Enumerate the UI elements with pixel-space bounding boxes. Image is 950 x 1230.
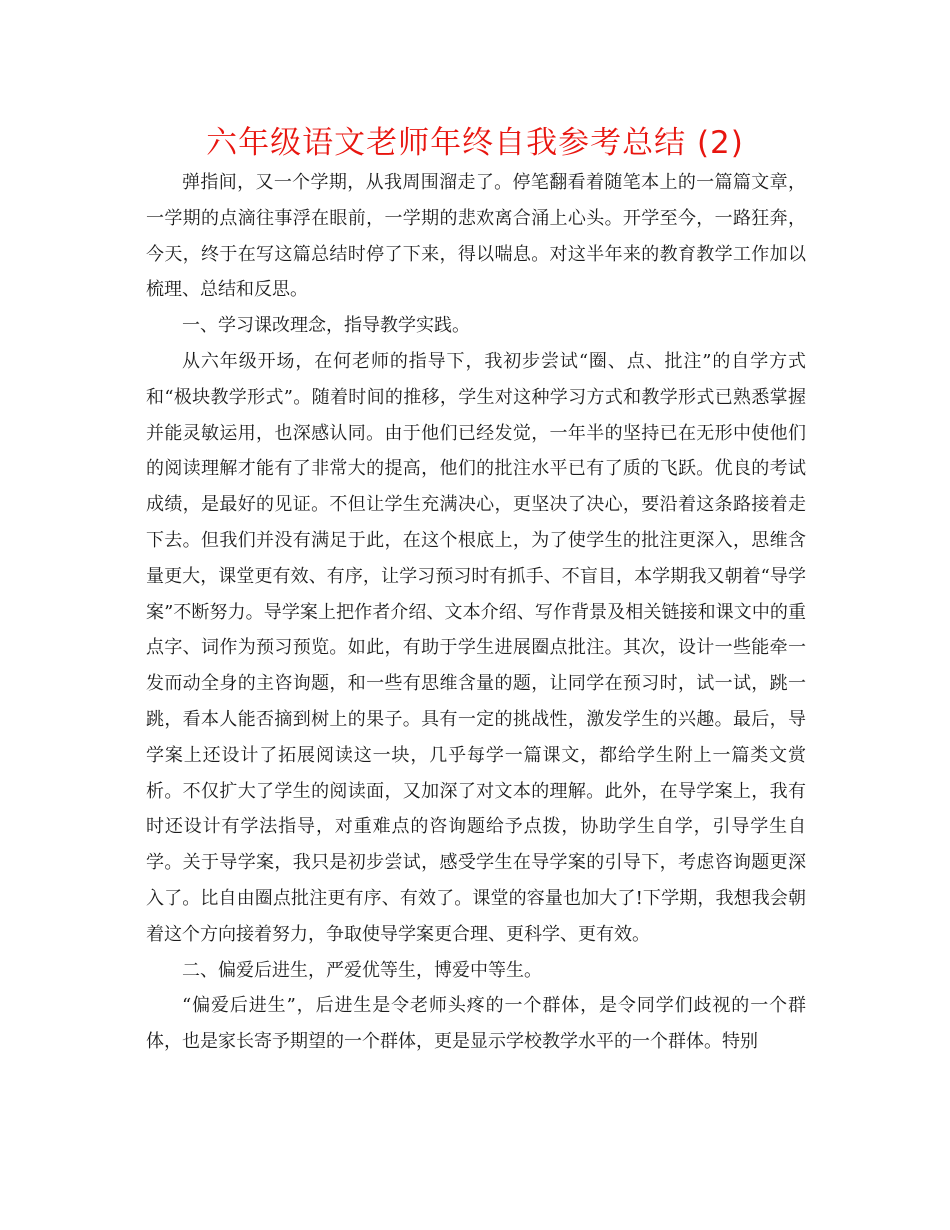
paragraph-section-1: 从六年级开场，在何老师的指导下，我初步尝试“圈、点、批注”的自学方式和“极块教学形式”。随着时间的推移，学生对这种学习方式和教学形式已熟悉掌握并能灵敏运用，也深感认同。由于他们已经发觉，一年半的坚持已在无形中使他们的阅读理解才能有了非常大的提高，他们的批注水平已有了质的飞跃。优良的考试成绩，是最好的见证。不但让学生充满决心，更坚决了决心，要沿着这条路接着走下去。但我们并没有满足于此，在这个根底上，为了使学生的批注更深入，思维含量更大，课堂更有效、有序，让学习预习时有抓手、不盲目，本学期我又朝着“导学案”不断努力。导学案上把作者介绍、文本介绍、写作背景及相关链接和课文中的重点字、词作为预习预览。如此，有助于学生进展圈点批注。其次，设计一些能牵一发而动全身的主咨询题，和一些有思维含量的题，让同学在预习时，试一试，跳一跳，看本人能否摘到树上的果子。具有一定的挑战性，激发学生的兴趣。最后，导学案上还设计了拓展阅读这一块，几乎每学一篇课文，都给学生附上一篇类文赏析。不仅扩大了学生的阅读面，又加深了对文本的理解。此外，在导学案上，我有时还设计有学法指导，对重难点的咨询题给予点拨，协助学生自学，引导学生自学。关于导学案，我只是初步尝试，感受学生在导学案的引导下，考虑咨询题更深入了。比自由圈点批注更有序、有效了。课堂的容量也加大了!下学期，我想我会朝着这个方向接着努力，争取使导学案更合理、更科学、更有效。 — [146, 350, 806, 945]
section-heading-1: 一、学习课改理念，指导教学实践。 — [182, 315, 470, 337]
document-title: 六年级语文老师年终自我参考总结 (2) — [206, 125, 744, 161]
document-body — [146, 165, 806, 1060]
paragraph-section-2: “偏爱后进生”，后进生是令老师头疼的一个群体，是令同学们歧视的一个群体，也是家长寄予期望的一个群体，更是显示学校教学水平的一个群体。特别 — [146, 995, 806, 1053]
section-heading-2: 二、偏爱后进生，严爱优等生，博爱中等生。 — [182, 959, 542, 981]
paragraph-intro: 弹指间，又一个学期，从我周围溜走了。停笔翻看着随笔本上的一篇篇文章，一学期的点滴往事浮在眼前，一学期的悲欢离合涌上心头。开学至今，一路狂奔，今天，终于在写这篇总结时停了下来，得以喘息。对这半年来的教育教学工作加以梳理、总结和反思。 — [146, 172, 806, 301]
